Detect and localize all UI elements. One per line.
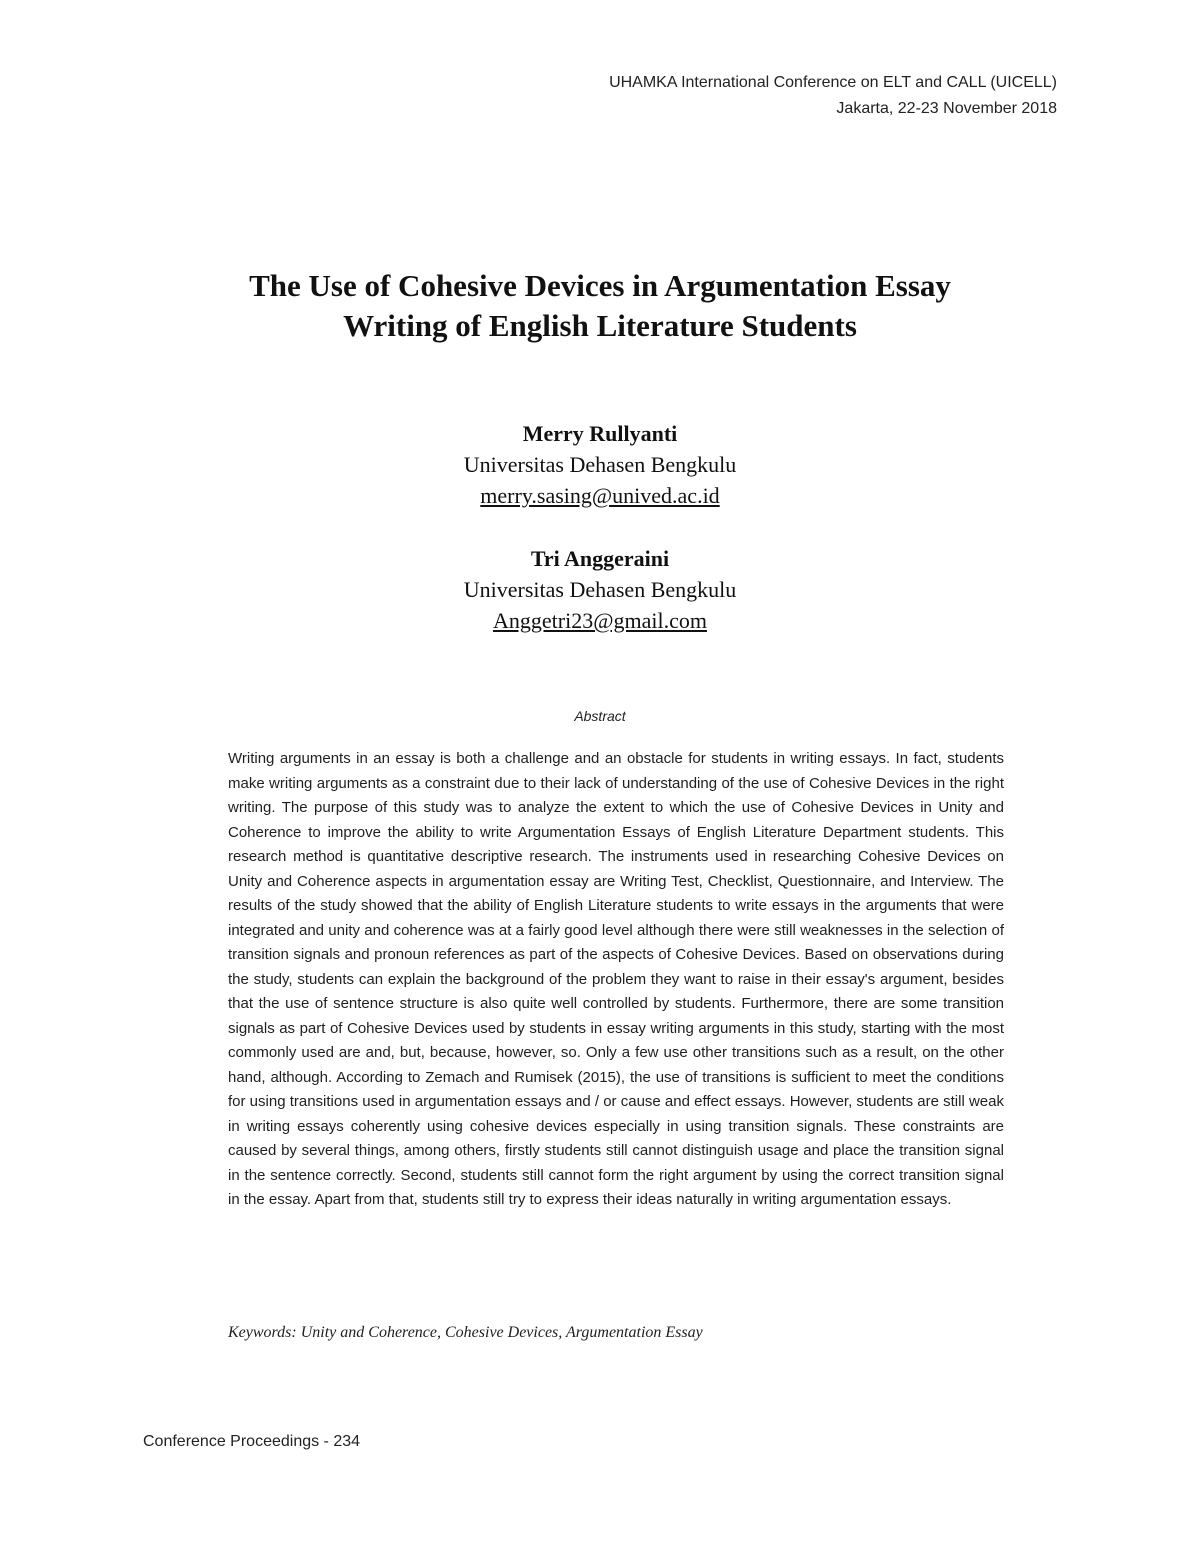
author-block	[0, 418, 1200, 511]
keywords: Keywords: Unity and Coherence, Cohesive Devices, Argumentation Essay	[228, 1324, 703, 1341]
author-email-link[interactable]: Anggetri23@gmail.com	[493, 608, 707, 633]
author-block	[0, 543, 1200, 636]
author-name: Merry Rullyanti	[522, 421, 678, 446]
running-header	[609, 70, 1057, 122]
title-line-1: The Use of Cohesive Devices in Argumentation Essay	[249, 268, 951, 303]
title-line-2: Writing of English Literature Students	[343, 308, 857, 343]
paper-title	[0, 266, 1200, 346]
author-affiliation: Universitas Dehasen Bengkulu	[463, 452, 737, 477]
author-affiliation: Universitas Dehasen Bengkulu	[463, 577, 737, 602]
abstract-body: Writing arguments in an essay is both a challenge and an obstacle for students in writing essays. In fact, students make writing arguments as a constraint due to their lack of understanding of the use of Cohesive Devices in the right writing. The purpose of this study was to analyze the extent to which the use of Cohesive Devices in Unity and Coherence to improve the ability to write Argumentation Essays of English Literature Department students. This research method is quantitative descriptive research. The instruments used in researching Cohesive Devices on Unity and Coherence aspects in argumentation essay are Writing Test, Checklist, Questionnaire, and Interview. The results of the study showed that the ability of English Literature students to write essays in the arguments that were integrated and unity and coherence was at a fairly good level although there were still weaknesses in the selection of transition signals and pronoun references as part of the aspects of Cohesive Devices. Based on observations during the study, students can explain the background of the problem they want to raise in their essay's argument, besides that the use of sentence structure is also quite well controlled by students. Furthermore, there are some transition signals as part of Cohesive Devices used by students in essay writing arguments in this study, starting with the most commonly used are and, but, because, however, so. Only a few use other transitions such as a result, on the other hand, although. According to Zemach and Rumisek (2015), the use of transitions is sufficient to meet the conditions for using transitions used in argumentation essays and / or cause and effect essays. However, students are still weak in writing essays coherently using cohesive devices especially in using transition signals. These constraints are caused by several things, among others, firstly students still cannot distinguish usage and place the transition signal in the sentence correctly. Second, students still cannot form the right argument by using the correct transition signal in the essay. Apart from that, students still try to express their ideas naturally in writing argumentation essays.	[228, 750, 1004, 1208]
author-name: Tri Anggeraini	[530, 546, 670, 571]
conference-name: UHAMKA International Conference on ELT and CALL (UICELL)	[609, 74, 1057, 91]
author-email-link[interactable]: merry.sasing@unived.ac.id	[480, 483, 720, 508]
abstract-heading: Abstract	[574, 708, 626, 724]
page-footer: Conference Proceedings - 234	[143, 1433, 361, 1450]
conference-location-date: Jakarta, 22-23 November 2018	[836, 100, 1057, 117]
